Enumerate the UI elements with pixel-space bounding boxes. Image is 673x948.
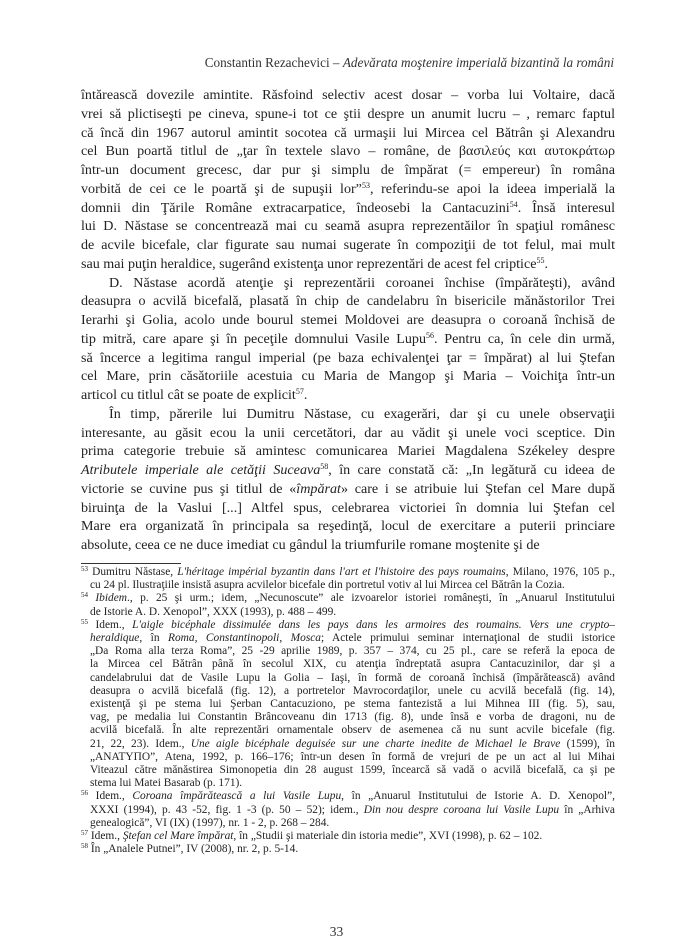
footnote-line: „ANATYПO”, Atena, 1992, p. 166–176; într-un desen în formă de vrejuri de pe un act al lui Mihai bbox=[90, 750, 615, 763]
text-line: cel Mare, prin căsătoriile acestuia cu Maria de Mangop şi Maria – Voichiţa într-un bbox=[81, 368, 615, 385]
running-header bbox=[100, 55, 614, 71]
footnote-line: Viteazul către mănăstirea Simonopetia din 28 august 1599, încearcă să vadă o acvilă bicefală, ca şi pe bbox=[90, 764, 615, 777]
text-line: prima categorie trebuie să amintesc comunicarea Mariei Magdalena Székeley despre bbox=[81, 443, 615, 460]
text-line: articol cu titlul cât se poate de explicit$^{57}$. bbox=[81, 387, 308, 403]
footnote-number: 54 bbox=[81, 591, 88, 600]
footnote-number: 56 bbox=[81, 789, 88, 798]
text-line: Mare era organizată în principala sa reşedinţă, locul de exercitare a puterii princiare bbox=[81, 518, 615, 535]
footnote-55 bbox=[81, 619, 615, 791]
footnote-line: heraldique, în Roma, Constantinopoli, Mosca; Actele primului seminar internaţional de studii istorice bbox=[90, 632, 616, 645]
footnote-line: cu 24 pl. Ilustraţiile insistă asupra acvilelor bicefale din portretul votiv al lui Mircea cel Bătrân la Cozia. bbox=[90, 579, 565, 592]
text-line: domnii din Ţările Române extracarpatice, îndeosebi la Cantacuzini$^{54}$. Însă interesul bbox=[81, 199, 615, 216]
footnote-58 bbox=[81, 843, 615, 856]
footnote-separator bbox=[81, 563, 181, 564]
text-line: sau mai puţin heraldice, sugerând existenţa unor reprezentări de acest fel criptice$^{55}$. bbox=[81, 255, 549, 272]
footnote-line: XXXI (1994), p. 43 -52, fig. 1 -3 (p. 50 – 52); idem., Din nou despre coroana lui Vasile Lupu în „Arhiva bbox=[90, 803, 615, 816]
footnote-line: $^{53}$ Dumitru Năstase, L'héritage impérial byzantin dans l'art et l'histoire des pays roumains, Milano, 1976, 105 p., bbox=[81, 565, 615, 578]
footnote-line: 21, 22, 23). Idem., Une aigle bicéphale deguisée sur une charte inedite de Michael le Brave (1599), în bbox=[90, 737, 616, 750]
text-line: Ierarhi şi Golia, acolo unde bourul stemei Moldovei are deasupra o coroană închisă de bbox=[81, 312, 615, 328]
footnote-number: 55 bbox=[81, 617, 88, 626]
footnote-number: 53 bbox=[81, 565, 88, 573]
footnote-line: $^{54}$ Ibidem., p. 25 şi urm.; idem, „Necunoscute” ale izvoarelor istoriei româneşti, în „Anuarul Institutului bbox=[81, 591, 615, 605]
footnote-ref[interactable]: 57 bbox=[295, 387, 304, 396]
footnotes bbox=[81, 566, 615, 856]
page-number: 33 bbox=[329, 924, 344, 939]
text-line: Atributele imperiale ale cetăţii Suceava$^{58}$, în care constată că: „In legătură cu ideea de bbox=[81, 462, 615, 478]
header-title: Adevărata moştenire imperială bizantină la români bbox=[342, 55, 614, 70]
text-line: că încă din 1967 autorul amintit socotea că urmaşii lui Mircea cel Bătrân şi Alexandru bbox=[81, 124, 615, 141]
text-line: cel Bun poartă titlul de „ţar în textele slavo – române, de βασιλεύς και αυτοκράτωρ bbox=[81, 143, 615, 160]
text-line: vorbită de cei ce le poartă şi de supuşii lor”$^{53}$, referindu-se apoi la ideea imperială la bbox=[81, 180, 615, 197]
text-line: biruinţa de la Vaslui [...] Altfel spus, celebrarea victoriei în domnia lui Ştefan cel bbox=[81, 499, 615, 516]
footnote-line: $^{58}$ În „Analele Putnei”, IV (2008), nr. 2, p. 5-14. bbox=[81, 842, 299, 856]
text-line: victorie se cuvine pus şi titlul de «împărat» care i se atribuie lui Ştefan cel Mare după bbox=[81, 480, 615, 497]
paragraph bbox=[81, 86, 615, 274]
footnote-56 bbox=[81, 790, 615, 830]
paragraph bbox=[81, 405, 615, 555]
text-line: interesante, au găsit ecou la unii cercetători, dar au vădit şi unele voci sceptice. Din bbox=[81, 424, 615, 441]
footnote-line: candelabrului dat de Vasile Lupu la Golia – Iaşi, în formă de coroană închisă (împărătească) având bbox=[90, 671, 615, 684]
text-line: vrei să plictiseşti pe cineva, spune-i tot ce ştii despre un anumit lucru – , remarc faptul bbox=[81, 105, 615, 122]
footnote-line: vag, pe medalia lui Constantin Brâncoveanu din 1713 (fig. 8), unde însă e vorba de dragoni, nu de bbox=[90, 711, 615, 724]
text-line: În timp, părerile lui Dumitru Năstase, cu exagerări, dar şi cu unele observaţii bbox=[109, 405, 615, 422]
footnote-line: deasupra o acvilă bicefală (fig. 12), a portretelor Mavrocordaţilor, unele cu acvilă becefală (fig. 14), bbox=[90, 684, 615, 697]
text-line: lui D. Năstase se concentrează mai cu seamă asupra reprezentăilor în spaţiul românesc bbox=[81, 218, 615, 235]
footnote-line: genealogică”, VI (IX) (1997), nr. 1 - 2, p. 268 – 284. bbox=[90, 816, 330, 829]
footnote-line: acvilă bicefală. În alte reprezentări ornamentale observ de asemenea că nu sunt acvile bicefale (fig. bbox=[90, 724, 615, 737]
footnote-ref[interactable]: 56 bbox=[426, 330, 435, 340]
footnote-54 bbox=[81, 592, 615, 618]
footnote-line: $^{55}$ Idem., L'aigle bicéphale dissimulée dans les pays dans les armoires des roumains. Vers une crypto– bbox=[81, 617, 615, 631]
footnote-line: $^{57}$ Idem., Ştefan cel Mare împărat, în „Studii şi materiale din istoria medie”, XVI (1998), p. 62 – 102. bbox=[81, 829, 543, 843]
paragraph bbox=[81, 274, 615, 405]
footnote-ref[interactable]: 58 bbox=[320, 462, 329, 471]
footnote-line: la Mircea cel Bătrân până în secolul XIX, cu atenţia îndreptată asupra Cantacuzinilor, dar şi a bbox=[90, 658, 615, 671]
text-line: absolute, ceea ce ne duce imediat cu gândul la triumfurile romane moştenite şi de bbox=[81, 537, 540, 553]
text-line: de acvile bicefale, clar figurate sau numai sugerate în compoziţii de tot felul, mai mult bbox=[81, 237, 615, 253]
footnote-line: existenţă şi pe stema lui Şerban Cantacuziono, pe stema fantezistă a lui Mihnea III (fig. 5), sau, bbox=[90, 698, 615, 711]
footnote-line: „Da Roma alla terza Roma”, 25 -29 aprilie 1989, p. 357 – 374, cu 25 pl., care se referă la epoca de bbox=[90, 645, 615, 658]
body-text bbox=[81, 86, 615, 555]
footnote-57 bbox=[81, 830, 615, 843]
footnote-53 bbox=[81, 566, 615, 592]
text-line: într-un document grecesc, dar pur şi simplu de împărat (= empereur) în româna bbox=[81, 162, 615, 178]
text-line: deasupra o acvilă bicefală, plasată în chip de candelabru în bisericile mănăstorilor Trei bbox=[81, 293, 615, 310]
footnote-line: $^{56}$ Idem., Coroana împărătească a lui Vasile Lupu, în „Anuarul Institutului de Istorie A. D. Xenopol”, bbox=[81, 789, 615, 803]
footnote-ref[interactable]: 53 bbox=[361, 180, 370, 190]
text-line: D. Năstase acordă atenţie şi reprezentării coroanei închise (împărăteşti), având bbox=[109, 274, 615, 291]
header-dash: – bbox=[329, 55, 343, 70]
header-author: Constantin Rezachevici bbox=[204, 55, 330, 70]
footnote-ref[interactable]: 54 bbox=[509, 199, 518, 209]
footnote-line: stema lui Matei Basarab (p. 171). bbox=[90, 777, 243, 790]
footnote-number: 57 bbox=[81, 829, 88, 838]
footnote-number: 58 bbox=[81, 842, 88, 851]
text-line: să încerce a legitima rangul imperial (pe baza echivalenţei ţar = împărat) al lui Ştefan bbox=[81, 349, 615, 366]
footnote-line: de Istorie A. D. Xenopol”, XXX (1993), p. 488 – 499. bbox=[90, 605, 337, 618]
text-line: întărească dovezile amintite. Răsfoind selectiv acest dosar – vorba lui Voltaire, dacă bbox=[81, 87, 615, 103]
footnote-ref[interactable]: 55 bbox=[536, 255, 545, 265]
text-line: tip mitră, care apare şi în peceţile domnului Vasile Lupu$^{56}$. Pentru ca, în cele din urmă, bbox=[81, 330, 616, 347]
